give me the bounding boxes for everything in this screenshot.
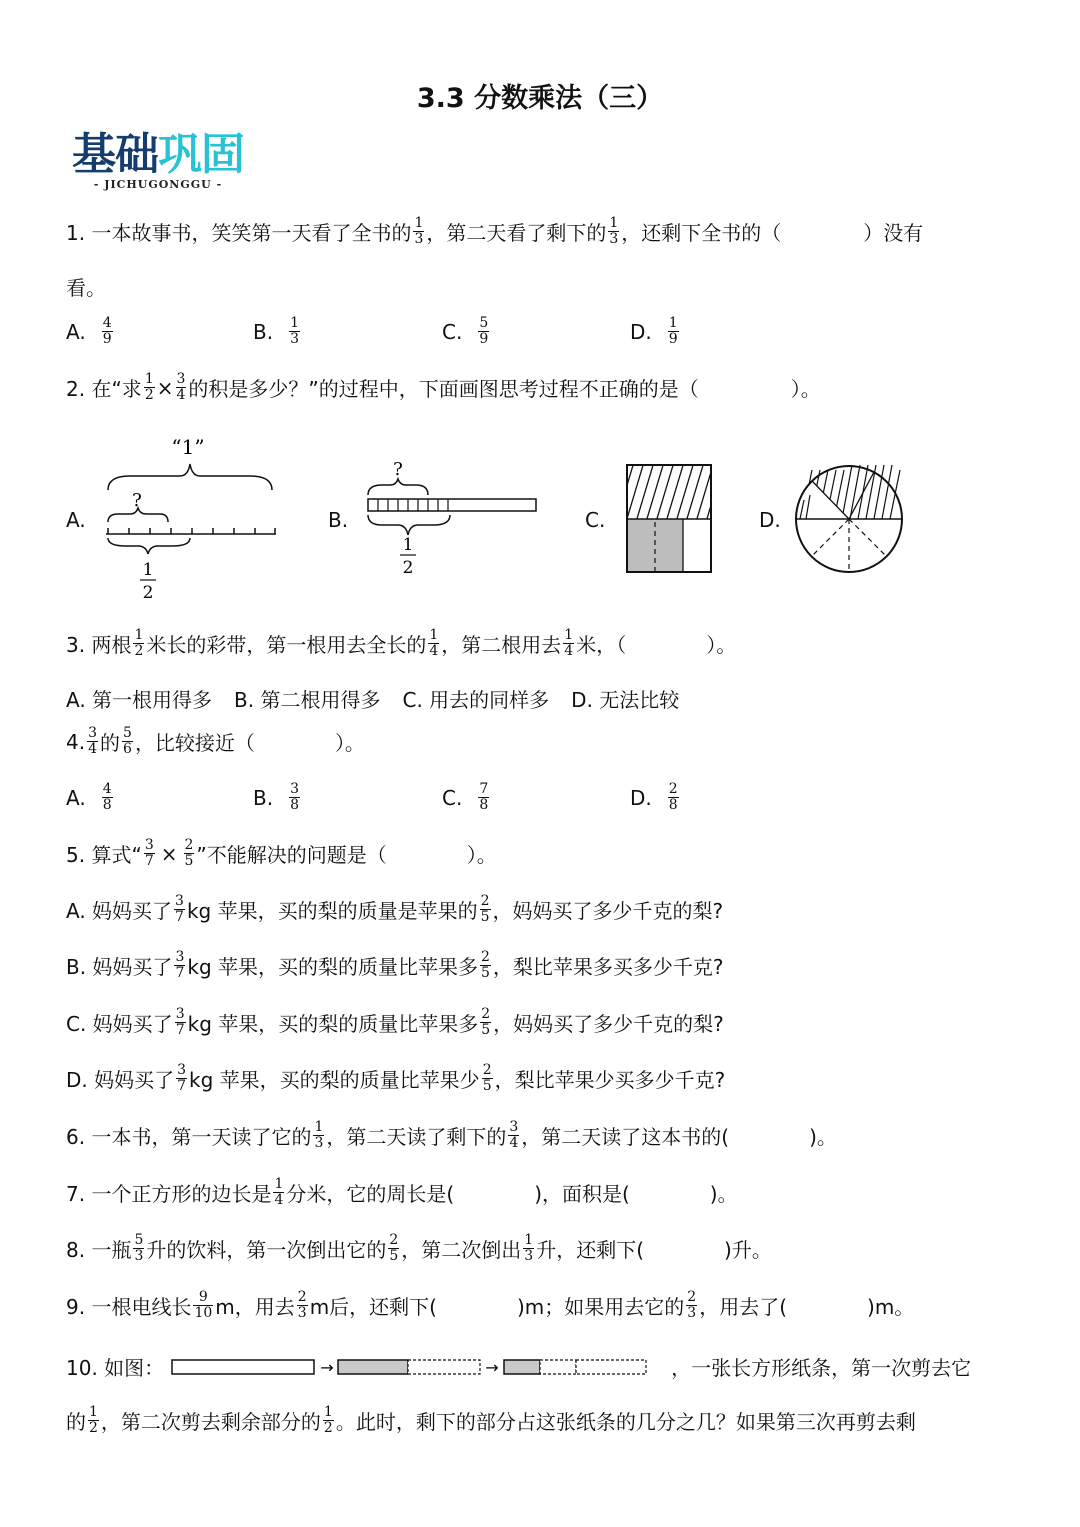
q1-option-c[interactable]: C. $\frac{5}{9}$	[442, 315, 489, 347]
q5-option-b[interactable]: B. 妈妈买了 $\frac{3}{7}$ kg 苹果，买的梨的质量比苹果多 $\frac{2}{5}$ ，梨比苹果多买多少千克?	[66, 949, 724, 981]
q2-option-c-label[interactable]: C.	[585, 508, 606, 532]
question-5: 5. 算式“ $\frac{3}{7}$ × $\frac{2}{5}$ ”不能解决的问题是（ ）。	[66, 837, 497, 869]
svg-text:→: →	[485, 1357, 499, 1377]
question-8: 8. 一瓶 $\frac{5}{3}$ 升的饮料，第一次倒出它的 $\frac{2}{5}$ ，第二次倒出 $\frac{1}{3}$ 升，还剩下( )升。	[66, 1232, 772, 1264]
logo-subtitle: - JICHUGONGGU -	[93, 178, 223, 191]
question-10-cont: 的 $\frac{1}{2}$ ，第二次剪去剩余部分的 $\frac{1}{2}$ 。此时，剩下的部分占这张纸条的几分之几？如果第三次再剪去剩	[66, 1404, 916, 1436]
svg-text:2: 2	[142, 583, 154, 603]
fraction: $\frac{1}{3}$	[414, 215, 424, 247]
q3-option-c[interactable]: C. 用去的同样多	[402, 688, 550, 712]
q2-option-b-label[interactable]: B.	[328, 508, 349, 532]
question-7: 7. 一个正方形的边长是 $\frac{1}{4}$ 分米，它的周长是( )，面积是( )。	[66, 1176, 738, 1208]
q1-option-b[interactable]: B. $\frac{1}{3}$	[253, 315, 299, 347]
question-3: 3. 两根 $\frac{1}{2}$ 米长的彩带，第一根用去全长的 $\frac{1}{4}$ ，第二根用去 $\frac{1}{4}$ 米，（ ）。	[66, 627, 737, 659]
logo-text-b: 巩固	[158, 129, 244, 180]
svg-text:1: 1	[402, 535, 414, 555]
svg-text:1: 1	[142, 560, 154, 580]
q2-option-a-label[interactable]: A.	[66, 508, 86, 532]
diagram-a-whole-label: “1”	[171, 435, 205, 459]
diagram-b	[360, 455, 545, 580]
fraction: $\frac{1}{3}$	[609, 215, 619, 247]
q4-option-c[interactable]: C. $\frac{7}{8}$	[442, 781, 489, 813]
brace-top	[108, 464, 272, 490]
ticks	[108, 528, 275, 534]
page-title: 3.3 分数乘法（三）	[416, 83, 664, 114]
question-2: 2. 在“求 $\frac{1}{2}$ × $\frac{3}{4}$ 的积是多少？”的过程中，下面画图思考过程不正确的是（ ）。	[66, 371, 821, 403]
question-1: 1. 一本故事书，笑笑第一天看了全书的 $\frac{1}{3}$ ，第二天看了剩下的 $\frac{1}{3}$ ，还剩下全书的（ ）没有	[66, 215, 924, 247]
paper-strip-diagram	[170, 1356, 665, 1378]
q4-option-a[interactable]: A. $\frac{4}{8}$	[66, 781, 112, 813]
q4-option-d[interactable]: D. $\frac{2}{8}$	[630, 781, 678, 813]
q1-option-a[interactable]: A. $\frac{4}{9}$	[66, 315, 112, 347]
svg-text:2: 2	[402, 558, 414, 578]
question-6: 6. 一本书，第一天读了它的 $\frac{1}{3}$ ，第二天读了剩下的 $\frac{3}{4}$ ，第二天读了这本书的( )。	[66, 1119, 837, 1151]
strip	[368, 499, 536, 511]
logo-text-a: 基础	[72, 129, 158, 180]
question-9: 9. 一根电线长 $\frac{9}{10}$ m，用去 $\frac{2}{3}$ m后，还剩下( )m；如果用去它的 $\frac{2}{3}$ ，用去了( )m。	[66, 1289, 915, 1321]
q3-option-d[interactable]: D. 无法比较	[571, 688, 680, 712]
q5-option-a[interactable]: A. 妈妈买了 $\frac{3}{7}$ kg 苹果，买的梨的质量是苹果的 $\frac{2}{5}$ ，妈妈买了多少千克的梨?	[66, 893, 724, 925]
q4-option-b[interactable]: B. $\frac{3}{8}$	[253, 781, 299, 813]
section-logo	[72, 130, 244, 191]
diagram-a	[100, 430, 285, 605]
question-10: 10. 如图： → → ，一张长方形纸条，第一次剪去它	[66, 1356, 972, 1380]
question-1-cont: 看。	[66, 276, 106, 300]
svg-text:→: →	[320, 1357, 334, 1377]
q5-option-d[interactable]: D. 妈妈买了 $\frac{3}{7}$ kg 苹果，买的梨的质量比苹果少 $\frac{2}{5}$ ，梨比苹果少买多少千克?	[66, 1062, 726, 1094]
diagram-d	[792, 460, 906, 578]
question-4: 4. $\frac{3}{4}$ 的 $\frac{5}{6}$ ，比较接近（ ）。	[66, 725, 365, 757]
q5-option-c[interactable]: C. 妈妈买了 $\frac{3}{7}$ kg 苹果，买的梨的质量比苹果多 $\frac{2}{5}$ ，妈妈买了多少千克的梨?	[66, 1006, 724, 1038]
diagram-c	[624, 462, 716, 576]
q2-option-d-label[interactable]: D.	[759, 508, 781, 532]
brace-bottom	[108, 538, 190, 554]
diagram-b-question: ?	[393, 459, 403, 480]
q3-options	[66, 684, 679, 713]
q1-option-d[interactable]: D. $\frac{1}{9}$	[630, 315, 678, 347]
q3-option-a[interactable]: A. 第一根用得多	[66, 688, 213, 712]
diagram-a-question: ?	[132, 490, 142, 511]
q3-option-b[interactable]: B. 第二根用得多	[234, 688, 381, 712]
